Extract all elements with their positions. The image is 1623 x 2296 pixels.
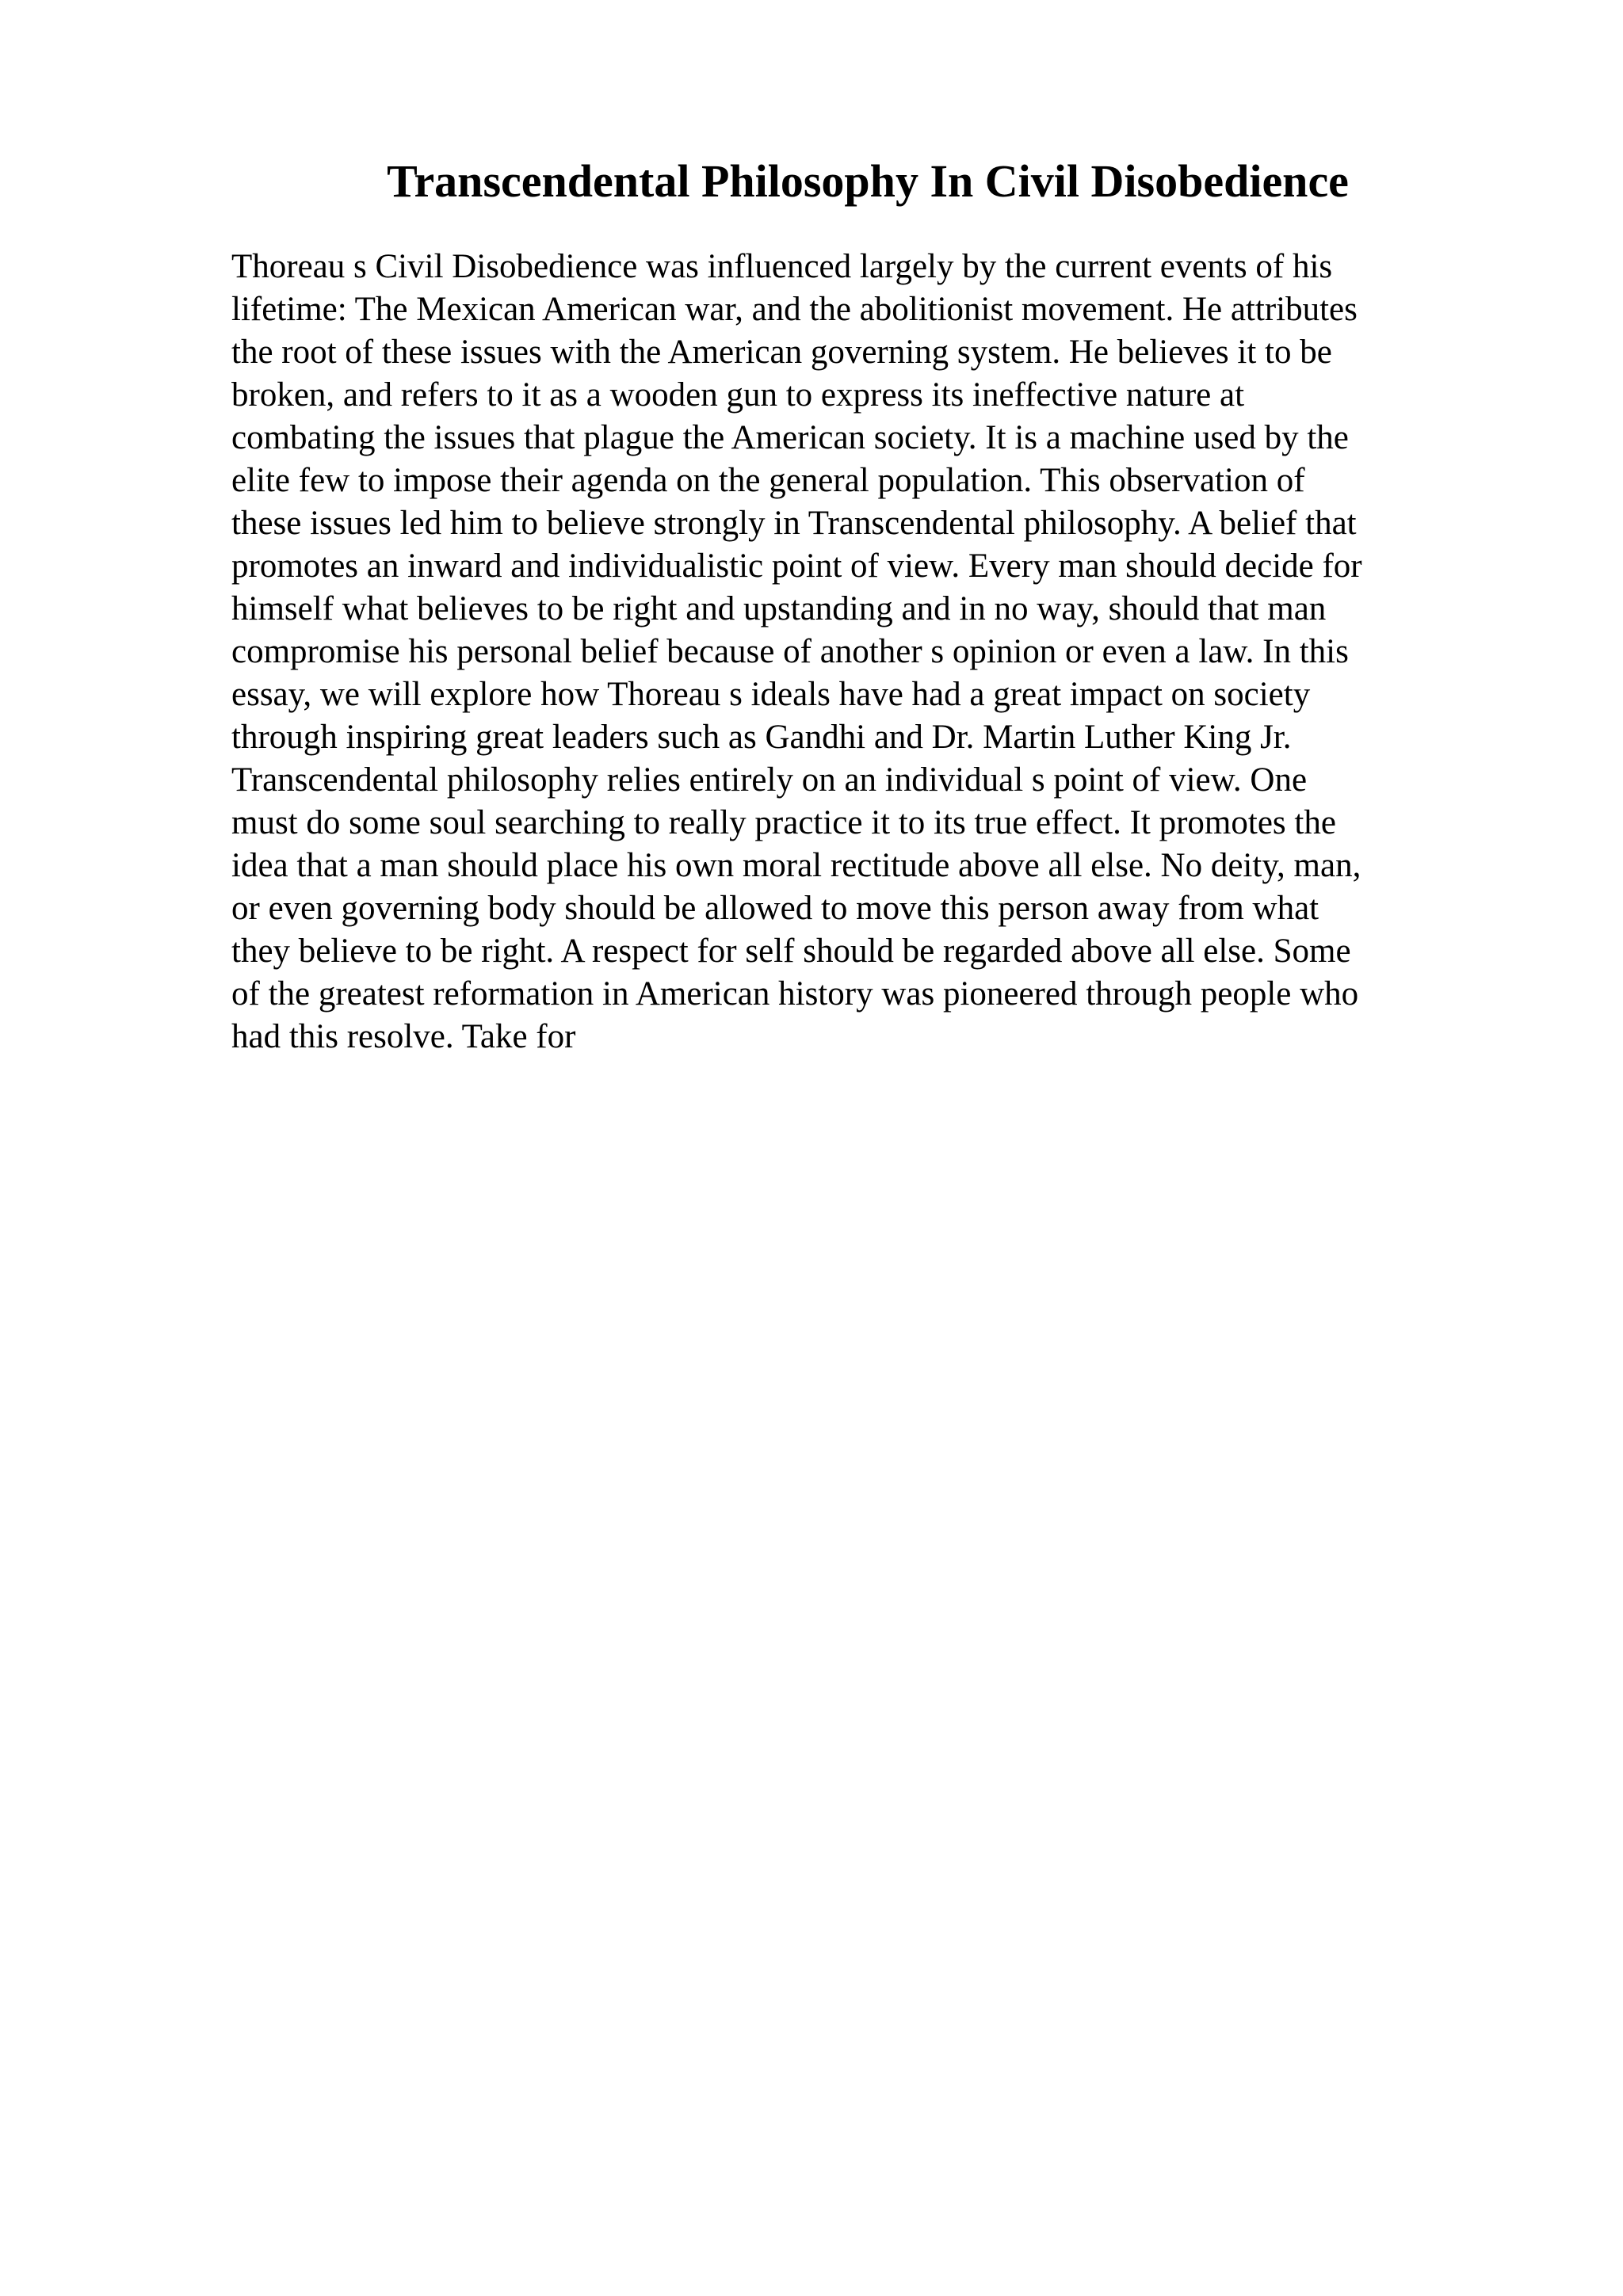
body-line: essay, we will explore how Thoreau s ideals have had a great impact on society — [231, 676, 1311, 713]
body-line: they believe to be right. A respect for self should be regarded above all else. Some — [231, 933, 1351, 970]
body-line: promotes an inward and individualistic point of view. Every man should decide for — [231, 547, 1362, 585]
body-line: lifetime: The Mexican American war, and the abolitionist movement. He attributes — [231, 291, 1358, 328]
body-line: Transcendental philosophy relies entirely on an individual s point of view. One — [231, 761, 1308, 799]
body-line: compromise his personal belief because of another s opinion or even a law. In this — [231, 633, 1349, 670]
document-body — [231, 246, 1484, 1058]
body-line: these issues led him to believe strongly in Transcendental philosophy. A belief that — [231, 505, 1357, 542]
body-line: elite few to impose their agenda on the general population. This observation of — [231, 462, 1305, 499]
body-line: Thoreau s Civil Disobedience was influenced largely by the current events of his — [231, 248, 1333, 285]
body-line: of the greatest reformation in American history was pioneered through people who — [231, 975, 1359, 1013]
body-line: had this resolve. Take for — [231, 1018, 576, 1055]
body-line: himself what believes to be right and upstanding and in no way, should that man — [231, 590, 1327, 627]
document-title: Transcendental Philosophy In Civil Disobedience — [387, 155, 1349, 207]
body-line: must do some soul searching to really practice it to its true effect. It promotes the — [231, 804, 1336, 841]
body-line: through inspiring great leaders such as Gandhi and Dr. Martin Luther King Jr. — [231, 719, 1292, 756]
body-line: or even governing body should be allowed to move this person away from what — [231, 890, 1319, 927]
body-line: combating the issues that plague the American society. It is a machine used by the — [231, 419, 1349, 456]
body-line: the root of these issues with the American governing system. He believes it to be — [231, 334, 1332, 371]
body-line: idea that a man should place his own moral rectitude above all else. No deity, man, — [231, 847, 1361, 884]
body-line: broken, and refers to it as a wooden gun to express its ineffective nature at — [231, 376, 1245, 414]
